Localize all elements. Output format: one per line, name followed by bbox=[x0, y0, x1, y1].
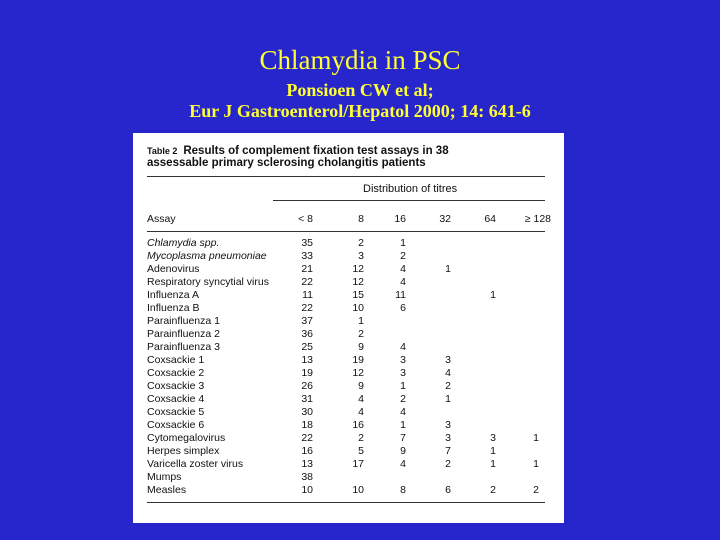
table-caption bbox=[147, 145, 557, 169]
table-row bbox=[147, 276, 547, 289]
titre-count-cell: 3 bbox=[445, 354, 451, 366]
titre-count-cell: 3 bbox=[490, 432, 496, 444]
titre-count-cell: 37 bbox=[301, 315, 313, 327]
titre-count-cell: 2 bbox=[533, 484, 539, 496]
table-row bbox=[147, 341, 547, 354]
table-row bbox=[147, 484, 547, 497]
table-row bbox=[147, 237, 547, 250]
column-header-8: 8 bbox=[358, 213, 364, 225]
assay-name: Chlamydia spp. bbox=[147, 237, 220, 249]
column-header-ge128: ≥ 128 bbox=[524, 213, 551, 225]
column-header-16: 16 bbox=[394, 213, 406, 225]
titre-count-cell: 10 bbox=[301, 484, 313, 496]
titre-count-cell: 31 bbox=[301, 393, 313, 405]
table-header-row bbox=[147, 213, 551, 226]
table-row bbox=[147, 354, 547, 367]
table-row bbox=[147, 302, 547, 315]
assay-name: Cytomegalovirus bbox=[147, 432, 226, 444]
assay-name: Parainfluenza 2 bbox=[147, 328, 220, 340]
titre-count-cell: 3 bbox=[400, 367, 406, 379]
titre-count-cell: 2 bbox=[490, 484, 496, 496]
table-row bbox=[147, 380, 547, 393]
titre-count-cell: 2 bbox=[358, 432, 364, 444]
titre-count-cell: 4 bbox=[400, 263, 406, 275]
column-header-lt8: < 8 bbox=[298, 213, 313, 225]
assay-name: Mumps bbox=[147, 471, 182, 483]
titre-count-cell: 38 bbox=[301, 471, 313, 483]
titre-count-cell: 9 bbox=[358, 341, 364, 353]
titre-count-cell: 7 bbox=[400, 432, 406, 444]
assay-name: Coxsackie 1 bbox=[147, 354, 205, 366]
titre-count-cell: 3 bbox=[445, 419, 451, 431]
assay-name: Coxsackie 6 bbox=[147, 419, 205, 431]
titre-count-cell: 5 bbox=[358, 445, 364, 457]
titre-count-cell: 13 bbox=[301, 458, 313, 470]
titre-count-cell: 3 bbox=[358, 250, 364, 262]
titre-count-cell: 3 bbox=[400, 354, 406, 366]
titre-count-cell: 9 bbox=[358, 380, 364, 392]
assay-name: Influenza A bbox=[147, 289, 199, 301]
column-header-64: 64 bbox=[484, 213, 496, 225]
titre-count-cell: 1 bbox=[358, 315, 364, 327]
column-header-32: 32 bbox=[439, 213, 451, 225]
table-row bbox=[147, 458, 547, 471]
titre-count-cell: 11 bbox=[395, 289, 406, 301]
assay-name: Respiratory syncytial virus bbox=[147, 276, 269, 288]
titre-count-cell: 22 bbox=[301, 302, 313, 314]
titre-count-cell: 4 bbox=[400, 406, 406, 418]
titre-count-cell: 3 bbox=[445, 432, 451, 444]
table-header-rule bbox=[147, 231, 545, 232]
titre-count-cell: 4 bbox=[400, 458, 406, 470]
assay-name: Parainfluenza 3 bbox=[147, 341, 220, 353]
column-header-assay: Assay bbox=[147, 213, 176, 225]
titre-count-cell: 17 bbox=[352, 458, 364, 470]
titre-count-cell: 15 bbox=[352, 289, 364, 301]
group-header-rule bbox=[273, 200, 545, 201]
table-row bbox=[147, 393, 547, 406]
titre-count-cell: 1 bbox=[445, 393, 451, 405]
titre-count-cell: 19 bbox=[352, 354, 364, 366]
titre-count-cell: 13 bbox=[301, 354, 313, 366]
titre-count-cell: 1 bbox=[533, 432, 539, 444]
table-row bbox=[147, 367, 547, 380]
table-bottom-rule bbox=[147, 502, 545, 503]
titre-count-cell: 35 bbox=[301, 237, 313, 249]
table-row bbox=[147, 328, 547, 341]
assay-name: Influenza B bbox=[147, 302, 200, 314]
table-row bbox=[147, 406, 547, 419]
titre-count-cell: 7 bbox=[445, 445, 451, 457]
titre-count-cell: 2 bbox=[400, 250, 406, 262]
table-image bbox=[133, 133, 564, 523]
titre-count-cell: 1 bbox=[490, 445, 496, 457]
titre-count-cell: 2 bbox=[358, 237, 364, 249]
titre-count-cell: 1 bbox=[400, 237, 406, 249]
titre-count-cell: 18 bbox=[301, 419, 313, 431]
titre-count-cell: 2 bbox=[445, 380, 451, 392]
table-top-rule bbox=[147, 176, 545, 177]
titre-count-cell: 6 bbox=[445, 484, 451, 496]
titre-count-cell: 10 bbox=[352, 302, 364, 314]
citation-authors: Ponsioen CW et al; bbox=[286, 80, 434, 100]
titre-count-cell: 1 bbox=[445, 263, 451, 275]
assay-name: Coxsackie 3 bbox=[147, 380, 205, 392]
assay-name: Coxsackie 2 bbox=[147, 367, 205, 379]
titre-count-cell: 1 bbox=[400, 380, 406, 392]
titre-count-cell: 30 bbox=[301, 406, 313, 418]
assay-name: Varicella zoster virus bbox=[147, 458, 244, 470]
assay-name: Measles bbox=[147, 484, 187, 496]
titre-count-cell: 1 bbox=[490, 289, 496, 301]
titre-count-cell: 2 bbox=[358, 328, 364, 340]
titre-count-cell: 22 bbox=[301, 276, 313, 288]
titre-count-cell: 10 bbox=[352, 484, 364, 496]
titre-count-cell: 12 bbox=[352, 263, 364, 275]
caption-line-2: assessable primary sclerosing cholangitis patients bbox=[147, 157, 426, 169]
slide-title: Chlamydia in PSC bbox=[259, 45, 461, 75]
caption-line-1: Results of complement fixation test assays in 38 bbox=[183, 145, 449, 157]
assay-name: Herpes simplex bbox=[147, 445, 220, 457]
assay-name: Parainfluenza 1 bbox=[147, 315, 220, 327]
titre-count-cell: 33 bbox=[301, 250, 313, 262]
titre-count-cell: 6 bbox=[400, 302, 406, 314]
assay-name: Coxsackie 5 bbox=[147, 406, 205, 418]
titre-count-cell: 8 bbox=[400, 484, 406, 496]
assay-name: Coxsackie 4 bbox=[147, 393, 205, 405]
assay-name: Mycoplasma pneumoniae bbox=[147, 250, 267, 262]
titre-count-cell: 36 bbox=[301, 328, 313, 340]
titre-count-cell: 19 bbox=[301, 367, 313, 379]
titre-count-cell: 4 bbox=[358, 393, 364, 405]
titre-count-cell: 25 bbox=[301, 341, 313, 353]
group-header: Distribution of titres bbox=[363, 183, 458, 195]
titre-count-cell: 21 bbox=[301, 263, 313, 275]
titre-count-cell: 2 bbox=[445, 458, 451, 470]
citation bbox=[0, 80, 720, 122]
titre-count-cell: 1 bbox=[400, 419, 406, 431]
titre-count-cell: 22 bbox=[301, 432, 313, 444]
titre-count-cell: 1 bbox=[533, 458, 539, 470]
table-row bbox=[147, 471, 547, 484]
titre-count-cell: 9 bbox=[400, 445, 406, 457]
titre-count-cell: 12 bbox=[352, 367, 364, 379]
table-row bbox=[147, 445, 547, 458]
table-row bbox=[147, 263, 547, 276]
titre-count-cell: 11 bbox=[302, 289, 313, 301]
titre-count-cell: 2 bbox=[400, 393, 406, 405]
titre-count-cell: 4 bbox=[400, 276, 406, 288]
table-label: Table 2 bbox=[147, 146, 178, 156]
table-row bbox=[147, 315, 547, 328]
titre-count-cell: 4 bbox=[445, 367, 451, 379]
assay-name: Adenovirus bbox=[147, 263, 200, 275]
titre-count-cell: 4 bbox=[400, 341, 406, 353]
table-row bbox=[147, 432, 547, 445]
titre-count-cell: 26 bbox=[301, 380, 313, 392]
titre-count-cell: 16 bbox=[301, 445, 313, 457]
titre-count-cell: 16 bbox=[352, 419, 364, 431]
titre-count-cell: 1 bbox=[490, 458, 496, 470]
table-row bbox=[147, 419, 547, 432]
table-row bbox=[147, 289, 547, 302]
citation-journal: Eur J Gastroenterol/Hepatol 2000; 14: 641-6 bbox=[189, 101, 531, 121]
table-row bbox=[147, 250, 547, 263]
titre-count-cell: 12 bbox=[352, 276, 364, 288]
titre-count-cell: 4 bbox=[358, 406, 364, 418]
